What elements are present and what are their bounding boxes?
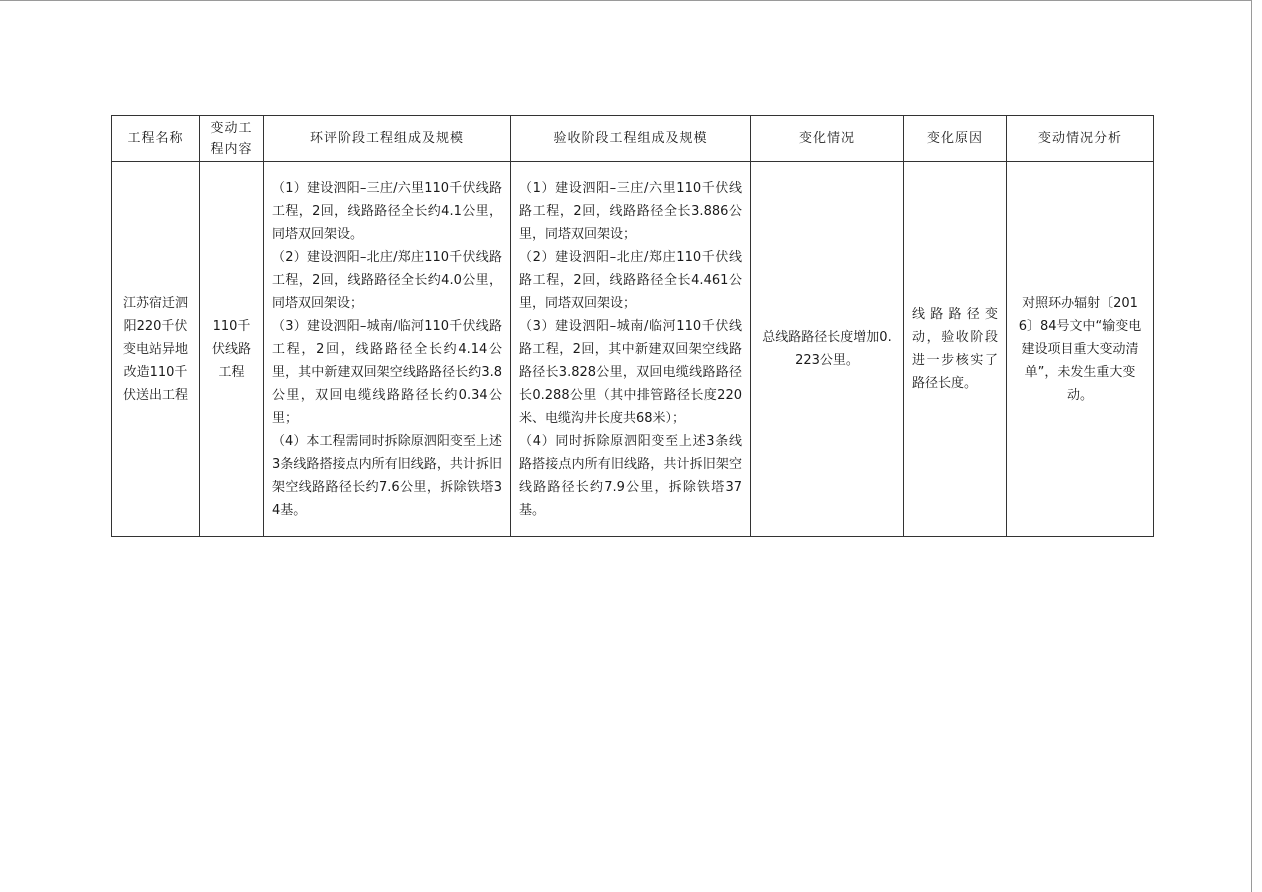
eia-item: （3）建设泗阳–城南/临河110千伏线路工程，2回，线路路径全长约4.14公里，其中新建双回架空线路路径长约3.8公里，双回电缆线路路径长约0.34公里； [272,318,502,426]
header-change-status: 变化情况 [751,116,904,162]
cell-project-name: 江苏宿迁泗阳220千伏变电站异地改造110千伏送出工程 [112,162,200,537]
cell-change-reason: 线路路径变动，验收阶段进一步核实了路径长度。 [904,162,1007,537]
acceptance-item: （1）建设泗阳–三庄/六里110千伏线路工程，2回，线路路径全长3.886公里，同塔双回架设； [519,180,742,242]
table-header-row [112,116,1154,162]
cell-change-analysis: 对照环办辐射〔2016〕84号文中“输变电建设项目重大变动清单”，未发生重大变动。 [1007,162,1154,537]
table-row [112,162,1154,537]
header-change-content: 变动工程内容 [200,116,264,162]
cell-acceptance-stage [511,162,751,537]
header-change-reason: 变化原因 [904,116,1007,162]
acceptance-item: （3）建设泗阳–城南/临河110千伏线路工程，2回，其中新建双回架空线路路径长3.828公里，双回电缆线路路径长0.288公里（其中排管路径长度220米、电缆沟井长度共68米）； [519,318,742,426]
cell-eia-stage [264,162,511,537]
eia-item: （4）本工程需同时拆除原泗阳变至上述3条线路搭接点内所有旧线路，共计拆旧架空线路路径长约7.6公里，拆除铁塔34基。 [272,433,502,518]
acceptance-item: （4）同时拆除原泗阳变至上述3条线路搭接点内所有旧线路，共计拆旧架空线路路径长约7.9公里，拆除铁塔37基。 [519,433,742,518]
acceptance-item: （2）建设泗阳–北庄/郑庄110千伏线路工程，2回，线路路径全长4.461公里，同塔双回架设； [519,249,742,311]
cell-change-content: 110千伏线路工程 [200,162,264,537]
header-eia-stage: 环评阶段工程组成及规模 [264,116,511,162]
header-acceptance-stage: 验收阶段工程组成及规模 [511,116,751,162]
cell-change-status: 总线路路径长度增加0.223公里。 [751,162,904,537]
eia-item: （2）建设泗阳–北庄/郑庄110千伏线路工程，2回，线路路径全长约4.0公里，同塔双回架设； [272,249,502,311]
header-project-name: 工程名称 [112,116,200,162]
change-analysis-table [111,115,1154,537]
eia-item: （1）建设泗阳–三庄/六里110千伏线路工程，2回，线路路径全长约4.1公里，同塔双回架设。 [272,180,502,242]
header-change-analysis: 变动情况分析 [1007,116,1154,162]
